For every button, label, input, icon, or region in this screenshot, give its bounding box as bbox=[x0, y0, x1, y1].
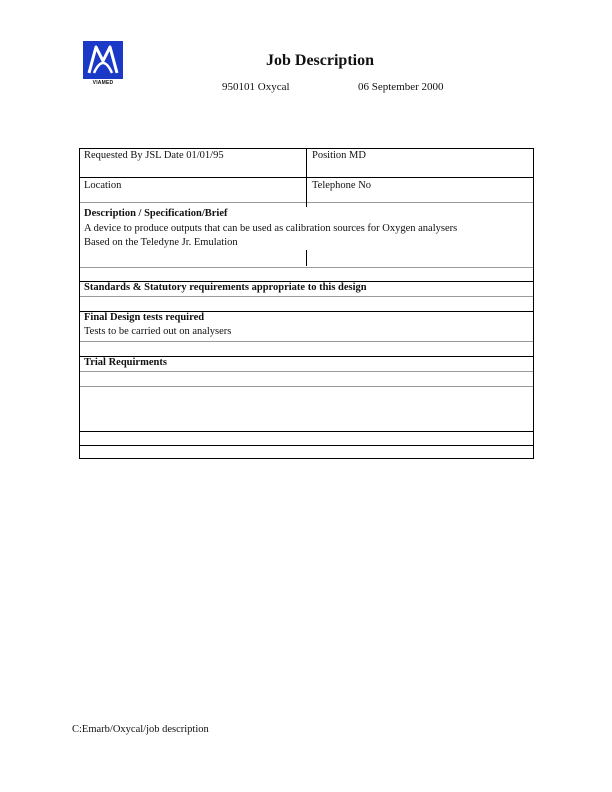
final-tests-text: Tests to be carried out on analysers bbox=[84, 326, 232, 337]
logo-mark-icon bbox=[83, 41, 123, 79]
description-line: Based on the Teledyne Jr. Emulation bbox=[84, 237, 238, 248]
trial-heading: Trial Requirments bbox=[84, 357, 167, 368]
description-line: A device to produce outputs that can be used as calibration sources for Oxygen analysers bbox=[84, 223, 458, 234]
document-date: 06 September 2000 bbox=[358, 81, 444, 93]
description-heading: Description / Specification/Brief bbox=[84, 208, 228, 219]
logo-caption: VIAMED bbox=[92, 80, 114, 86]
row-divider bbox=[80, 431, 533, 432]
requested-by-field: Requested By JSL Date 01/01/95 bbox=[84, 150, 224, 161]
page-title: Job Description bbox=[266, 52, 374, 69]
column-divider bbox=[306, 149, 307, 207]
final-tests-heading: Final Design tests required bbox=[84, 312, 205, 323]
job-reference: 950101 Oxycal bbox=[222, 81, 290, 93]
standards-heading: Standards & Statutory requirements appropriate to this design bbox=[84, 282, 367, 293]
job-form-table bbox=[79, 148, 534, 459]
row-divider bbox=[80, 386, 533, 387]
row-divider bbox=[80, 341, 533, 342]
telephone-field: Telephone No bbox=[312, 180, 372, 191]
row-divider bbox=[80, 296, 533, 297]
row-divider bbox=[80, 267, 533, 268]
row-divider bbox=[80, 371, 533, 372]
company-logo bbox=[83, 41, 123, 91]
location-field: Location bbox=[84, 180, 122, 191]
column-divider bbox=[306, 250, 307, 266]
position-field: Position MD bbox=[312, 150, 366, 161]
row-divider bbox=[80, 445, 533, 446]
footer-file-path: C:Emarb/Oxycal/job description bbox=[72, 724, 209, 735]
